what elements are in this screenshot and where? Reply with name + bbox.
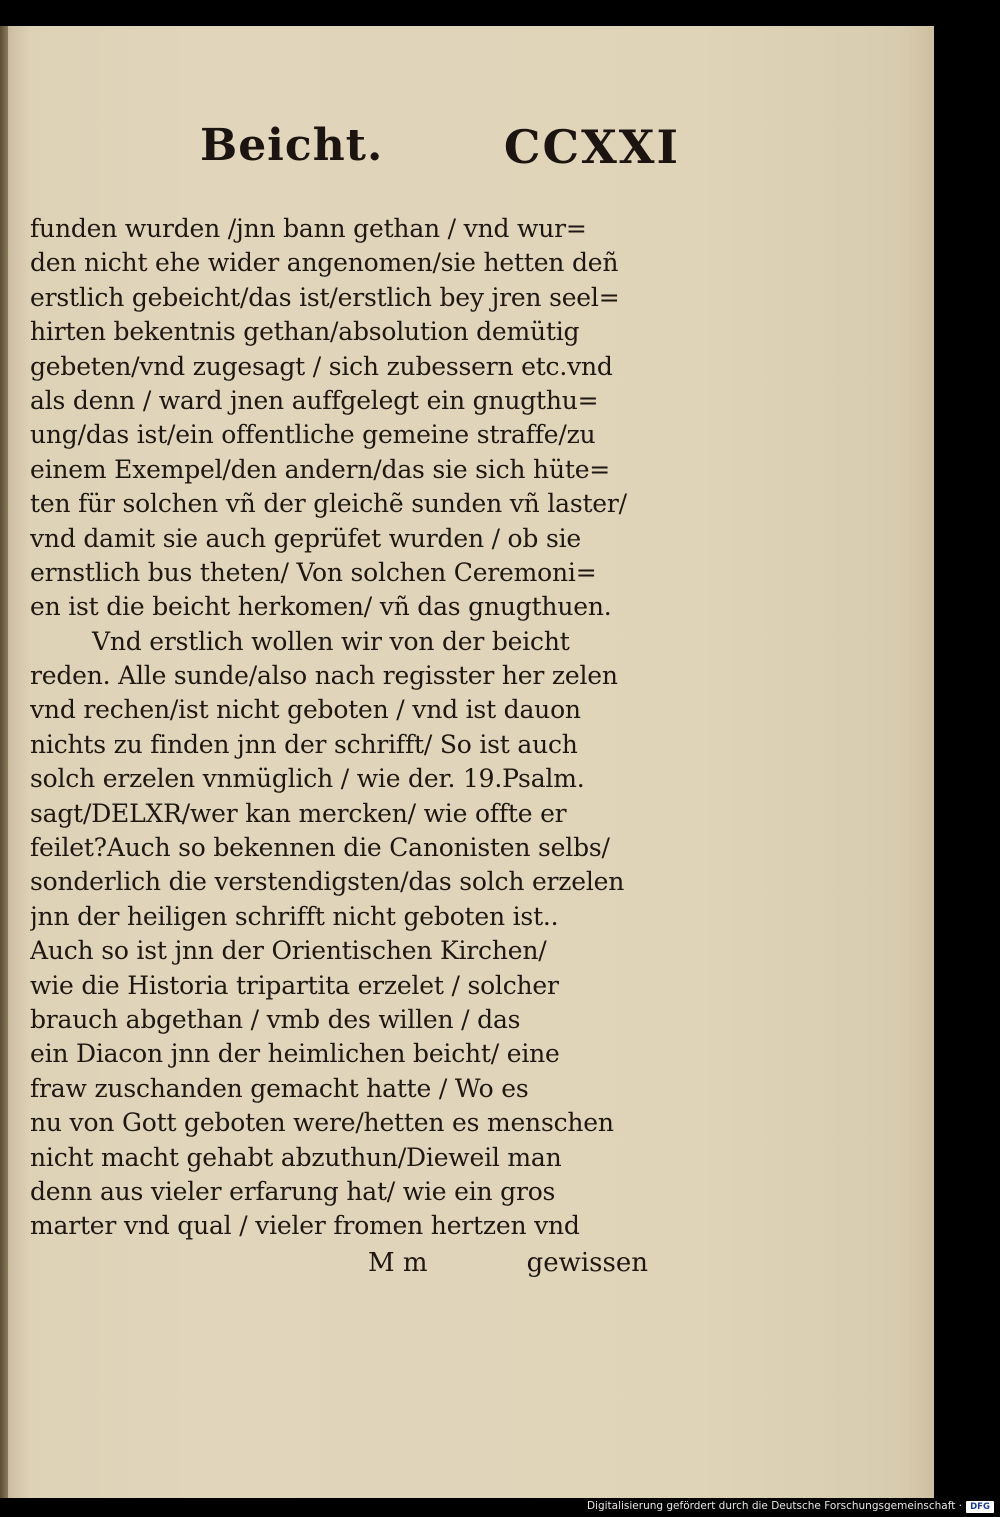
text-line: hirten bekentnis gethan/absolution demütig <box>30 317 580 347</box>
text-line: brauch abgethan / vmb des willen / das <box>30 1004 521 1034</box>
running-head: Beicht. <box>200 120 384 171</box>
text-line: nu von Gott geboten were/hetten es menschen <box>30 1108 614 1138</box>
text-line: gebeten/vnd zugesagt / sich zubessern etc.vnd <box>30 351 613 381</box>
folio-number: CCXXI <box>503 120 680 174</box>
text-line: Auch so ist jnn der Orientischen Kirchen/ <box>30 936 547 966</box>
text-line: ten für solchen vñ der gleichẽ sunden vñ laster/ <box>30 489 627 519</box>
text-line: jnn der heiligen schrifft nicht geboten ist.. <box>30 901 559 931</box>
text-line: marter vnd qual / vieler fromen hertzen vnd <box>30 1211 580 1241</box>
page-footer <box>368 1248 648 1288</box>
text-line: vnd rechen/ist nicht geboten / vnd ist dauon <box>30 695 581 725</box>
text-line: reden. Alle sunde/also nach regisster her zelen <box>30 661 618 691</box>
text-line: wie die Historia tripartita erzelet / solcher <box>30 970 559 1000</box>
text-line: solch erzelen vnmüglich / wie der. 19.Psalm. <box>30 764 585 794</box>
text-line: sagt/DELXR/wer kan mercken/ wie offte er <box>30 798 567 828</box>
signature-mark: M m <box>368 1248 428 1278</box>
text-line: ung/das ist/ein offentliche gemeine straffe/zu <box>30 420 596 450</box>
catchword: gewissen <box>526 1248 648 1278</box>
text-block <box>30 212 680 1244</box>
text-line: ein Diacon jnn der heimlichen beicht/ eine <box>30 1039 560 1069</box>
text-line: als denn / ward jnen auffgelegt ein gnugthu= <box>30 385 599 415</box>
page-gutter <box>0 26 8 1498</box>
text-line: den nicht ehe wider angenomen/sie hetten deñ <box>30 248 619 278</box>
book-page <box>0 26 934 1498</box>
text-line: funden wurden /jnn bann gethan / vnd wur= <box>30 214 587 243</box>
text-line: denn aus vieler erfarung hat/ wie ein gros <box>30 1176 556 1206</box>
text-line: en ist die beicht herkomen/ vñ das gnugthuen. <box>30 592 612 622</box>
page-header <box>200 120 680 180</box>
text-line: erstlich gebeicht/das ist/erstlich bey jren seel= <box>30 282 620 312</box>
text-line: Vnd erstlich wollen wir von der beicht <box>92 626 570 656</box>
text-line: nicht macht gehabt abzuthun/Dieweil man <box>30 1142 562 1172</box>
text-line: sonderlich die verstendigsten/das solch erzelen <box>30 867 625 897</box>
credit-text: Digitalisierung gefördert durch die Deutsche Forschungsgemeinschaft · <box>586 1500 962 1512</box>
text-line: feilet?Auch so bekennen die Canonisten selbs/ <box>30 833 610 863</box>
text-line: einem Exempel/den andern/das sie sich hüte= <box>30 454 611 484</box>
dfg-logo: DFG <box>966 1501 994 1513</box>
text-line: fraw zuschanden gemacht hatte / Wo es <box>30 1073 529 1103</box>
text-line: nichts zu finden jnn der schrifft/ So ist auch <box>30 729 578 759</box>
text-line: ernstlich bus theten/ Von solchen Ceremoni= <box>30 557 597 587</box>
text-line: vnd damit sie auch geprüfet wurden / ob sie <box>30 523 581 553</box>
credit-bar <box>0 1498 1000 1517</box>
